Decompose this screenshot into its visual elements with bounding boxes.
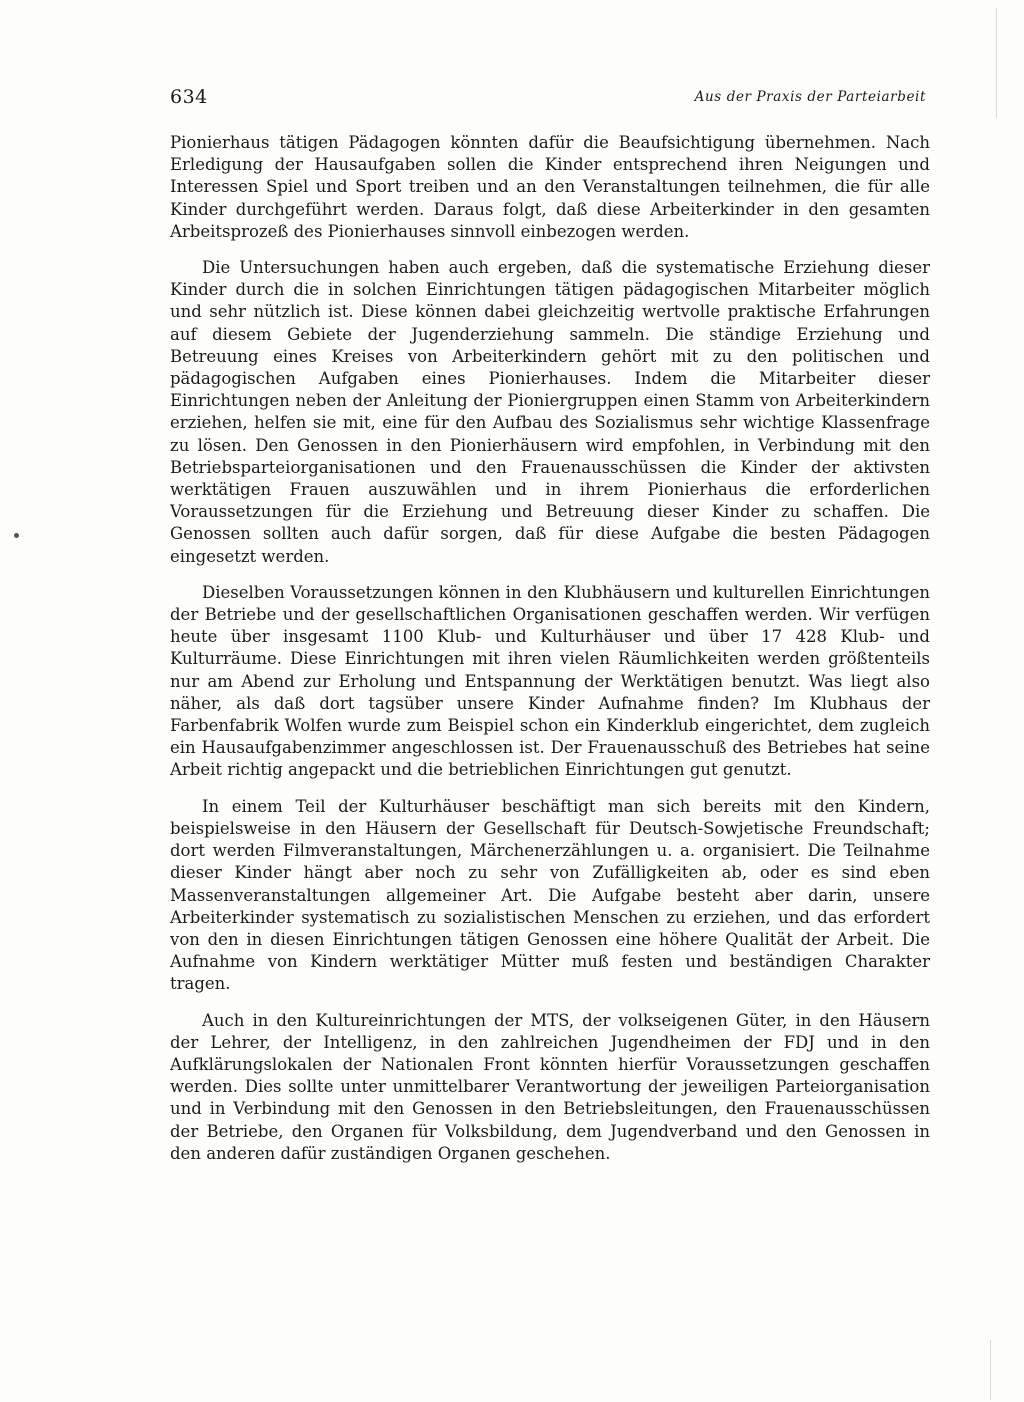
scan-edge-mark-bottom xyxy=(990,1340,991,1400)
scan-speck xyxy=(14,533,19,538)
scan-edge-mark-top xyxy=(996,8,997,118)
paragraph-1: Pionierhaus tätigen Pädagogen könnten dafür die Beaufsichtigung übernehmen. Nach Erledigung der Hausaufgaben sollen die Kinder entsprechend ihren Neigungen und Interessen Spiel und Sport treiben und an den Veranstaltungen teilnehmen, die für alle Kinder durchgeführt werden. Daraus folgt, daß diese Arbeiterkinder in den gesamten Arbeitsprozeß des Pionierhauses sinnvoll einbezogen werden. xyxy=(170,133,930,241)
page-header xyxy=(170,86,926,110)
paragraph-2: Die Untersuchungen haben auch ergeben, daß die systematische Erziehung dieser Kinder durch die in solchen Einrichtungen tätigen pädagogischen Mitarbeiter möglich und sehr nützlich ist. Diese können dabei gleichzeitig wertvolle praktische Erfahrungen auf diesem Gebiete der Jugenderziehung sammeln. Die ständige Erziehung und Betreuung eines Kreises von Arbeiterkindern gehört mit zu den politischen und pädagogischen Aufgaben eines Pionierhauses. Indem die Mitarbeiter dieser Einrichtungen neben der Anleitung der Pioniergruppen einen Stamm von Arbeiterkindern erziehen, helfen sie mit, eine für den Aufbau des Sozialismus sehr wichtige Klassenfrage zu lösen. Den Genossen in den Pionierhäusern wird empfohlen, in Verbindung mit den Betriebsparteiorganisationen und den Frauenausschüssen die Kinder der aktivsten werktätigen Frauen auszuwählen und in ihrem Pionierhaus die erforderlichen Voraussetzungen für die Erziehung und Betreuung dieser Kinder zu schaffen. Die Genossen sollten auch dafür sorgen, daß für diese Aufgabe die besten Pädagogen eingesetzt werden. xyxy=(170,258,930,566)
page-number: 634 xyxy=(170,86,208,108)
running-title: Aus der Praxis der Parteiarbeit xyxy=(694,89,926,105)
paragraph-3: Dieselben Voraussetzungen können in den Klubhäusern und kulturellen Einrichtungen der Betriebe und der gesellschaftlichen Organisationen geschaffen werden. Wir verfügen heute über insgesamt 1100 Klub- und Kulturhäuser und über 17 428 Klub- und Kulturräume. Diese Einrichtungen mit ihren vielen Räumlichkeiten werden größtenteils nur am Abend zur Erholung und Entspannung der Werktätigen benutzt. Was liegt also näher, als daß dort tagsüber unsere Kinder Aufnahme finden? Im Klubhaus der Farbenfabrik Wolfen wurde zum Beispiel schon ein Kinderklub eingerichtet, dem zugleich ein Hausaufgabenzimmer angeschlossen ist. Der Frauenausschuß des Betriebes hat seine Arbeit richtig angepackt und die betrieblichen Einrichtungen gut genutzt. xyxy=(170,582,930,780)
body-text xyxy=(170,132,930,1179)
paragraph-4: In einem Teil der Kulturhäuser beschäftigt man sich bereits mit den Kindern, beispielsweise in den Häusern der Gesellschaft für Deutsch-Sowjetische Freundschaft; dort werden Filmveranstaltungen, Märchenerzählungen u. a. organisiert. Die Teilnahme dieser Kinder hängt aber noch zu sehr von Zufälligkeiten ab, oder es sind eben Massenveranstaltungen allgemeiner Art. Die Aufgabe besteht aber darin, unsere Arbeiterkinder systematisch zu sozialistischen Menschen zu erziehen, und das erfordert von den in diesen Einrichtungen tätigen Genossen eine höhere Qualität der Arbeit. Die Aufnahme von Kindern werktätiger Mütter muß festen und beständigen Charakter tragen. xyxy=(170,796,930,994)
paragraph-5: Auch in den Kultureinrichtungen der MTS, der volkseigenen Güter, in den Häusern der Lehrer, der Intelligenz, in den zahlreichen Jugendheimen der FDJ und in den Aufklärungslokalen der Nationalen Front könnten hierfür Voraussetzungen geschaffen werden. Dies sollte unter unmittelbarer Verantwortung der jeweiligen Parteiorganisation und in Verbindung mit den Genossen in den Betriebsleitungen, den Frauenausschüssen der Betriebe, den Organen für Volksbildung, dem Jugendverband und den Genossen in den anderen dafür zuständigen Organen geschehen. xyxy=(170,1010,930,1163)
